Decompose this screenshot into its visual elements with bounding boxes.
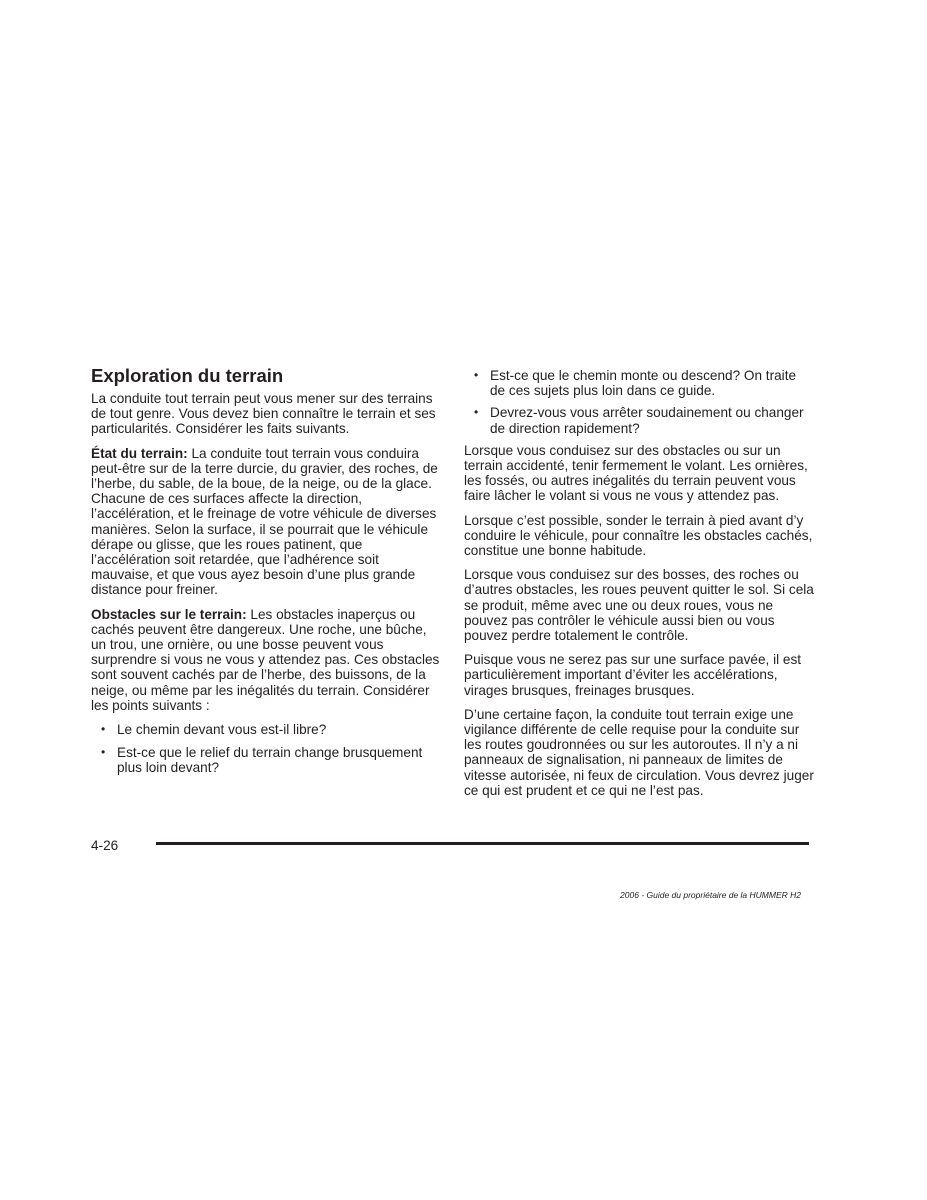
list-item-text: Devrez-vous vous arrêter soudainement ou changer de direction rapidement? [490,405,804,436]
terrain-state-lead: État du terrain: [91,445,188,461]
bullet-icon: • [474,368,479,382]
right-bullet-list [464,368,814,436]
list-item-text: Est-ce que le relief du terrain change brusquement plus loin devant? [117,745,423,776]
intro-paragraph: La conduite tout terrain peut vous mener sur des terrains de tout genre. Vous devez bien connaître le terrain et ses particularités. Considérer les faits suivants. [91,391,436,437]
bullet-icon: • [474,405,479,420]
terrain-state-paragraph [91,446,441,598]
body-paragraph: Lorsque vous conduisez sur des bosses, des roches ou d’autres obstacles, les roues peuvent quitter le sol. Si cela se produit, même avec une ou deux roues, vous ne pouvez pas contrôler le véhicule aussi bien ou vous pouvez perdre totalement le contrôle. [464,567,814,644]
right-column [464,368,814,807]
body-paragraph: Lorsque c’est possible, sonder le terrain à pied avant d’y conduire le véhicule, pour connaître les obstacles cachés, constitue une bonne habitude. [464,512,813,559]
footer-text: 2006 - Guide du propriétaire de la HUMMER H2 [620,890,801,900]
left-column [91,365,441,784]
body-paragraph: Lorsque vous conduisez sur des obstacles ou sur un terrain accidenté, tenir fermement le volant. Les ornières, les fossés, ou autres inégalités du terrain peuvent vous faire lâcher le volant si vous ne vous y attendez pas. [464,442,808,504]
obstacles-text: Les obstacles inaperçus ou cachés peuvent être dangereux. Une roche, une bûche, un trou, une ornière, ou une bosse peuvent vous surprendre si vous ne vous y attendez pas. Ces obstacles sont souvent cachés par de l’herbe, des buissons, de la neige, ou même par les inégalités du terrain. Considérer les points suivants : [91,606,440,713]
list-item [464,405,814,435]
bullet-icon: • [101,722,106,737]
list-item [91,745,441,775]
left-bullet-list [91,722,441,776]
terrain-state-text: La conduite tout terrain vous conduira peut-être sur de la terre durcie, du gravier, des roches, de l’herbe, du sable, de la boue, de la neige, ou de la glace. Chacune de ces surfaces affecte la direction, l’accélération, et le freinage de votre véhicule de diverses manières. Selon la surface, il se pourrait que le véhicule dérape ou glisse, que les roues patinent, que l’accélération soit retardée, que l’adhérence soit mauvaise, et que vous ayez besoin d’une plus grande distance pour freiner. [91,445,438,598]
bullet-icon: • [101,745,106,760]
page-number: 4-26 [91,838,119,853]
body-paragraph: D’une certaine façon, la conduite tout terrain exige une vigilance différente de celle requise pour la conduite sur les routes goudronnées ou sur les autoroutes. Il n’y a ni panneaux de signalisation, ni panneaux de limites de vitesse autorisée, ni feux de circulation. Vous devrez juger ce qui est prudent et ce qui ne l’est pas. [464,706,814,798]
obstacles-paragraph [91,607,441,713]
list-item-text: Est-ce que le chemin monte ou descend? On traite de ces sujets plus loin dans ce guide. [490,368,797,399]
section-title: Exploration du terrain [91,365,284,386]
list-item-text: Le chemin devant vous est-il libre? [117,722,327,738]
list-item [464,368,814,398]
body-paragraph: Puisque vous ne serez pas sur une surface pavée, il est particulièrement important d’éviter les accélérations, virages brusques, freinages brusques. [464,652,802,698]
list-item [91,722,441,737]
footer-rule [156,842,809,845]
obstacles-lead: Obstacles sur le terrain: [91,606,247,622]
